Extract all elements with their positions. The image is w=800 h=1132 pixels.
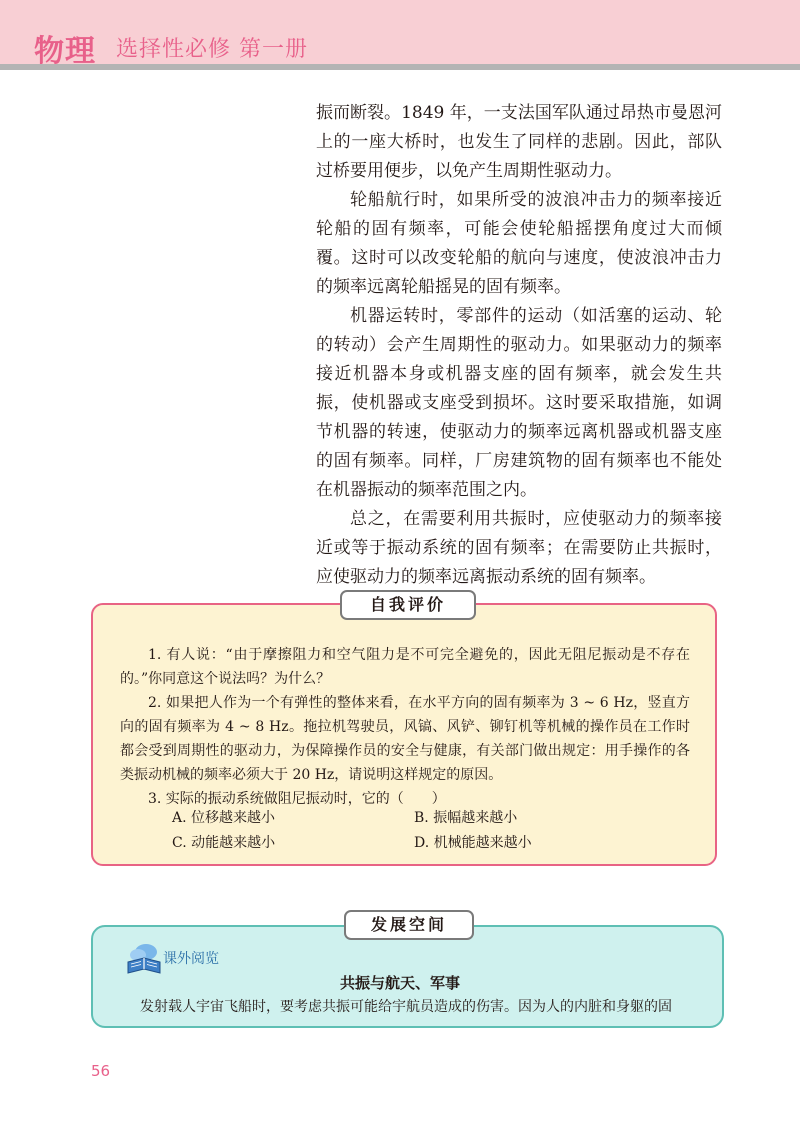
- option-b: B. 振幅越来越小: [414, 810, 518, 826]
- exercise-question-2: 2. 如果把人作为一个有弹性的整体来看，在水平方向的固有频率为 3 ~ 6 Hz，竖直方向的固有频率为 4 ~ 8 Hz。拖拉机驾驶员，风镐、风铲、铆钉机等机械的操作员在工作时都会受到周期性的驱动力，为保障操作员的安全与健康，有关部门做出规定：用手操作的各类振动机械的频率必须大于 20 Hz，请说明这样规定的原因。: [120, 695, 690, 783]
- header-divider: [0, 64, 800, 70]
- exercise-list: [120, 643, 690, 811]
- option-a: A. 位移越来越小: [172, 810, 276, 826]
- exercise-question-1: 1. 有人说：“由于摩擦阻力和空气阻力是不可完全避免的，因此无阻尼振动是不存在的。”你同意这个说法吗？为什么？: [120, 647, 690, 687]
- self-evaluation-title: 自我评价: [340, 590, 476, 620]
- exercise-question-3: 3. 实际的振动系统做阻尼振动时，它的（ ）: [148, 791, 446, 807]
- reading-text: 发射载人宇宙飞船时，要考虑共振可能给宇航员造成的伤害。因为人的内脏和身躯的固: [140, 999, 672, 1015]
- body-paragraph: 总之，在需要利用共振时，应使驱动力的频率接近或等于振动系统的固有频率；在需要防止共振时，应使驱动力的频率远离振动系统的固有频率。: [316, 509, 722, 587]
- reading-title: 共振与航天、军事: [339, 974, 460, 992]
- body-text: [316, 99, 722, 592]
- development-title: 发展空间: [344, 910, 474, 940]
- body-paragraph: 振而断裂。1849 年，一支法国军队通过昂热市曼恩河上的一座大桥时，也发生了同样的悲剧。因此，部队过桥要用便步，以免产生周期性驱动力。: [316, 103, 722, 181]
- page-number: 56: [91, 1062, 111, 1080]
- body-paragraph: 轮船航行时，如果所受的波浪冲击力的频率接近轮船的固有频率，可能会使轮船摇摆角度过大而倾覆。这时可以改变轮船的航向与速度，使波浪冲击力的频率远离轮船摇晃的固有频率。: [316, 190, 722, 297]
- header-subject: 物理: [34, 34, 96, 69]
- option-d: D. 机械能越来越小: [414, 835, 532, 851]
- option-c: C. 动能越来越小: [172, 835, 276, 851]
- body-paragraph: 机器运转时，零部件的运动（如活塞的运动、轮的转动）会产生周期性的驱动力。如果驱动力的频率接近机器本身或机器支座的固有频率，就会发生共振，使机器或支座受到损坏。这时要采取措施，如调节机器的转速，使驱动力的频率远离机器或机器支座的固有频率。同样，厂房建筑物的固有频率也不能处在机器振动的频率范围之内。: [316, 306, 722, 500]
- reading-label: 课外阅览: [163, 951, 219, 967]
- header-book-title: 选择性必修 第一册: [116, 37, 308, 62]
